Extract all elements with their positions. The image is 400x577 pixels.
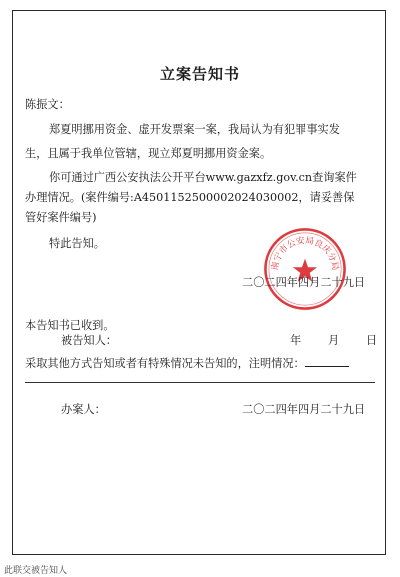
receipt-day-label: 日	[366, 334, 378, 347]
issue-date: 二〇二四年四月二十九日	[242, 276, 366, 289]
other-methods-note	[25, 357, 349, 369]
footer-note: 此联交被告知人	[4, 566, 68, 576]
case-paragraph-line-1: 郑夏明挪用资金、虚开发票案一案，我局认为有犯罪事实发	[49, 123, 340, 136]
closing-statement: 特此告知。	[49, 237, 105, 250]
query-paragraph-line-3: 管好案件编号)	[25, 211, 97, 224]
section-divider	[25, 382, 375, 383]
svg-text:南宁市公安局良庆分局: 南宁市公安局良庆分局	[270, 235, 340, 272]
handler-date: 二〇二四年四月二十九日	[242, 403, 366, 416]
recipient-name: 陈振文：	[25, 98, 70, 111]
query-paragraph-line-2: 办理情况。(案件编号:A4501152500002024030002，请妥善保	[25, 191, 355, 204]
other-methods-blank	[305, 357, 349, 367]
query-paragraph-line-1: 你可通过广西公安执法公开平台www.gazxfz.gov.cn查询案件	[49, 171, 357, 184]
official-seal-stamp	[262, 226, 348, 312]
receipt-month-label: 月	[328, 334, 340, 347]
received-statement: 本告知书已收到。	[25, 319, 115, 332]
document-title: 立案告知书	[159, 65, 240, 83]
handler-label: 办案人：	[61, 403, 106, 416]
receipt-year-label: 年	[290, 334, 302, 347]
other-methods-text: 采取其他方式告知或者有特殊情况未告知的，注明情况：	[25, 357, 305, 370]
case-paragraph-line-2: 生，且属于我单位管辖，现立郑夏明挪用资金案。	[25, 147, 272, 160]
informee-label: 被告知人：	[61, 334, 117, 347]
